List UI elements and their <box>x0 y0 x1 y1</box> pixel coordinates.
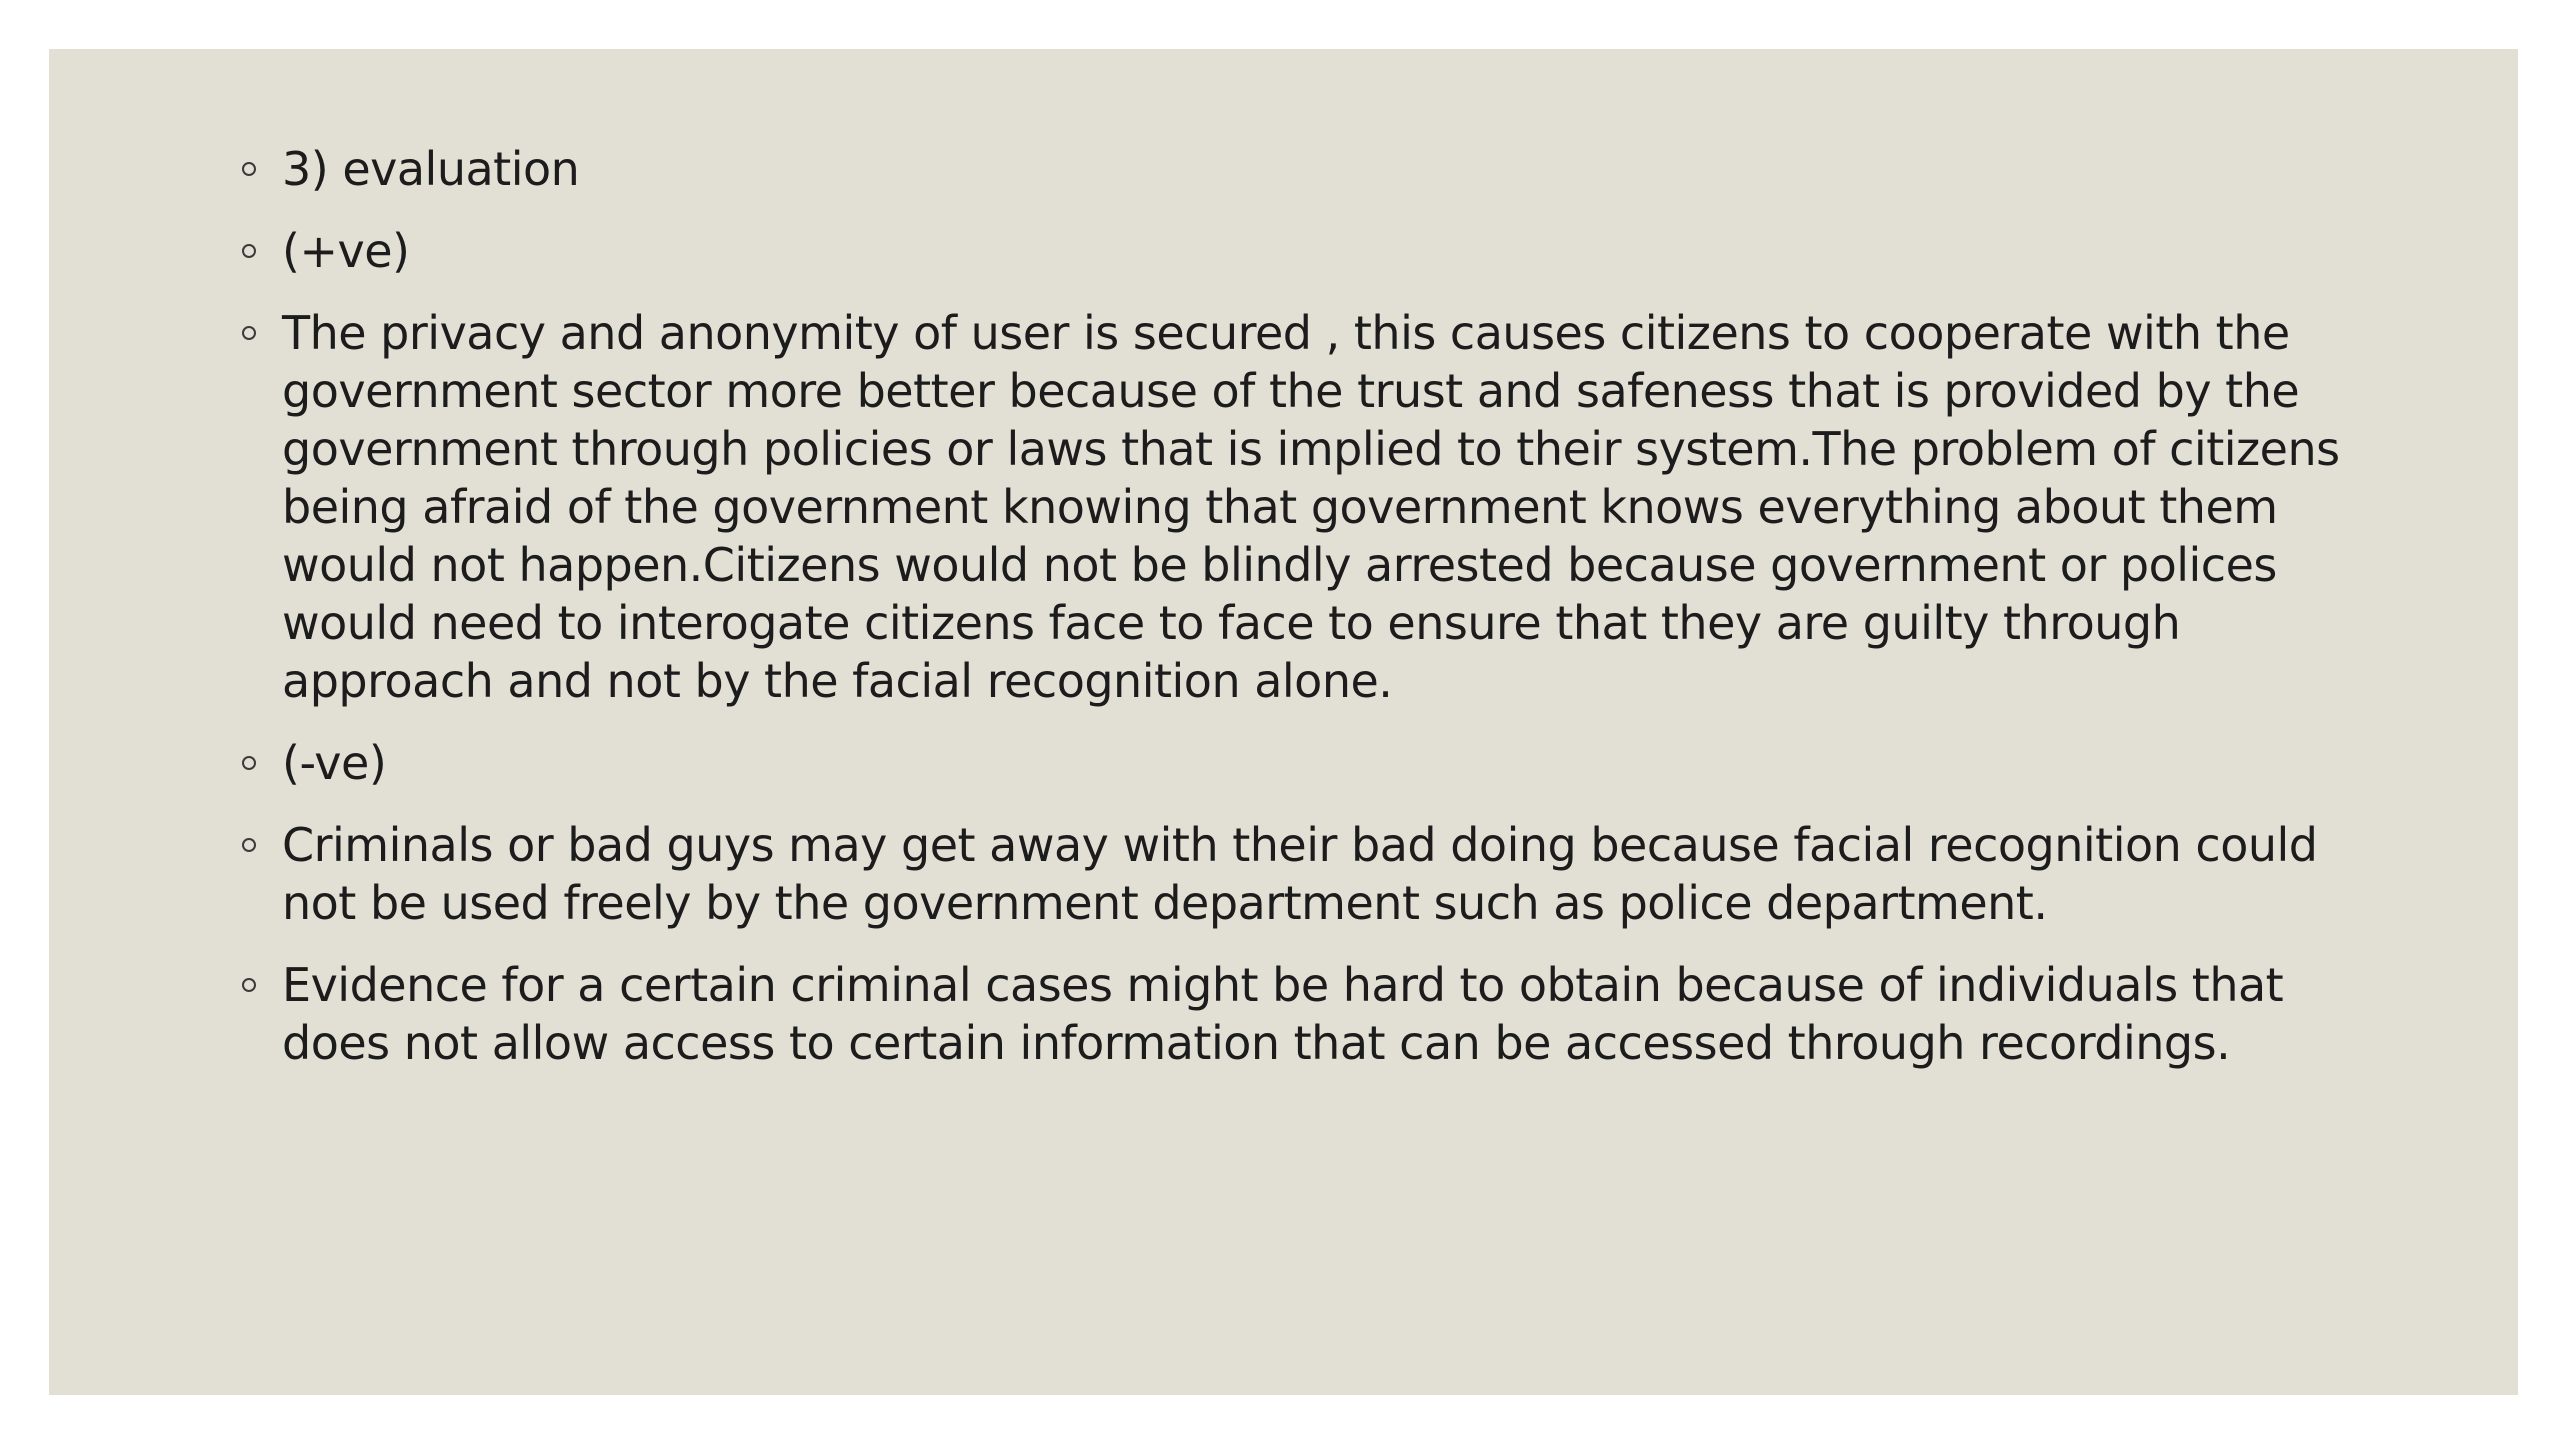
bullet-item-positive-heading <box>49 222 2518 280</box>
bullet-circle-icon <box>242 162 256 176</box>
bullet-text: The privacy and anonymity of user is secured , this causes citizens to cooperate with the government sector more better because of the trust and safeness that is provided by the government through policies or laws that is implied to their system.The problem of citizens being afraid of the government knowing that government knows everything about them would not happen.Citizens would not be blindly arrested because government or polices would need to interogate citizens face to face to ensure that they are guilty through approach and not by the facial recognition alone. <box>282 306 2340 708</box>
bullet-text: 3) evaluation <box>282 142 580 196</box>
bullet-list <box>49 140 2518 1096</box>
bullet-item-negative-criminals <box>49 816 2518 932</box>
bullet-item-negative-evidence <box>49 956 2518 1072</box>
bullet-circle-icon <box>242 756 256 770</box>
bullet-circle-icon <box>242 838 256 852</box>
bullet-item-negative-heading <box>49 734 2518 792</box>
bullet-text: (+ve) <box>282 224 410 278</box>
bullet-circle-icon <box>242 978 256 992</box>
slide <box>49 49 2518 1395</box>
bullet-text: Criminals or bad guys may get away with their bad doing because facial recognition could not be used freely by the government department such as police department. <box>282 818 2318 930</box>
bullet-text: Evidence for a certain criminal cases might be hard to obtain because of individuals that does not allow access to certain information that can be accessed through recordings. <box>282 958 2284 1070</box>
bullet-item-evaluation-heading <box>49 140 2518 198</box>
bullet-item-positive-paragraph <box>49 304 2518 710</box>
bullet-circle-icon <box>242 244 256 258</box>
bullet-text: (-ve) <box>282 736 387 790</box>
bullet-circle-icon <box>242 326 256 340</box>
